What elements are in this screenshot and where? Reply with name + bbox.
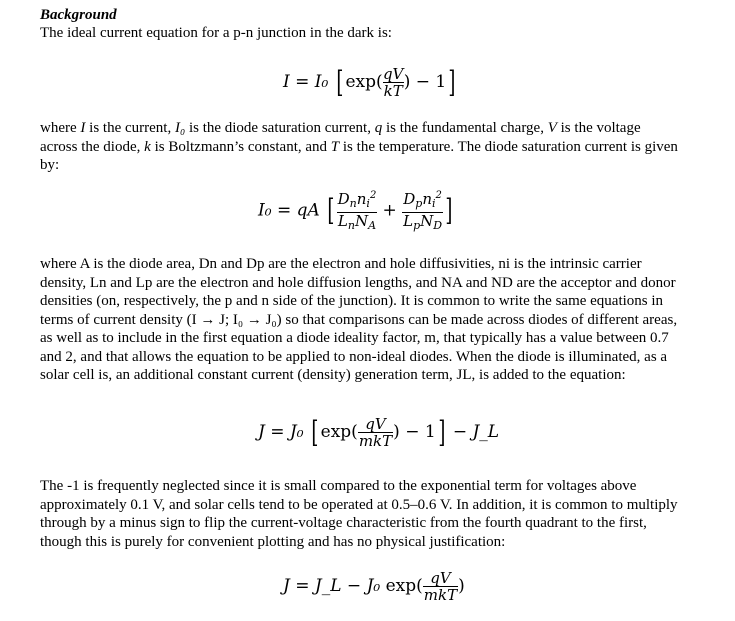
eq1-minus: − [415,72,431,92]
p1-t5: is Boltzmann’s constant, and [150,138,331,155]
eq1-num: qV [382,65,404,83]
eq2-num-n: $D_nn_i^2$ [337,190,377,210]
density-paragraph: where A is the diode area, Dn and Dp are the electron and hole diffusivities, ni is the intrinsic carrier density, Ln and Lp are the electron and hole diffusion lengths, and NA and ND are the acceptor and donor densities (on, respectively, the p and n side of the junction). It is common to write the same equations in terms of current density (I → J; I₀ → J₀) so that comparisons can be made across diodes of different areas, as well as to include in the first equation a diode ideality factor, m, that typically has a value between 0.7 and 2, and that allows the equation to be applied to non-ideal diodes. When the diode is illuminated, as a solar cell is, an additional constant current (density) generation term, JL, is added to the equation: [40,256,678,383]
eq2-qA: qA [296,200,320,221]
p1-t4: is the voltage across the diode, [40,120,641,155]
p1-k: k [144,138,151,155]
eq1-right-bracket: ] [448,64,456,100]
eq2-equals: = [276,200,292,221]
eq2-fraction-n [337,188,377,234]
eq4-den: mkT [423,586,458,604]
eq1-lhs: I [283,72,290,92]
p1-q: q [374,120,383,136]
p1-I: I [80,120,86,136]
eq3-minus: − [405,422,420,442]
eq1-left-bracket: [ [336,64,344,100]
eq3-den: mkT [358,432,393,450]
eq1-close: ) [403,72,411,92]
equation-dark-current [283,66,458,99]
eq4-exp: exp( [385,576,423,596]
eq3-fraction [358,416,393,449]
eq3-exp: exp( [320,422,358,442]
eq4-close: ) [458,576,465,596]
eq4-fraction [423,570,458,603]
eq3-minus2: − [452,422,468,442]
document-page [40,6,710,43]
eq2-den-n: $L_nN_A$ [337,212,377,232]
eq4-J0: J₀ [366,576,381,596]
eq1-I0: I₀ [314,72,329,92]
p1-t1: is the current, [85,120,175,136]
section-heading: Background [40,7,117,23]
variables-paragraph [40,119,680,175]
eq2-den-p: $L_pN_D$ [403,212,443,232]
p1-t6: is the temperature. The diode saturation current is given by: [40,138,678,173]
p1-t3: is the fundamental charge, [382,120,548,136]
p1-t2: is the diode saturation current, [185,120,375,136]
eq3-left-bracket: [ [311,414,319,450]
p1-where: where [40,120,81,136]
eq1-exp: exp( [345,72,383,92]
eq1-fraction [383,66,404,99]
eq2-lhs: I₀ [258,200,272,221]
eq3-equals: = [270,422,285,442]
eq2-plus: + [382,200,397,221]
eq4-lhs: J [283,576,290,596]
eq4-num: qV [430,569,451,587]
p1-T: T [330,138,340,155]
eq3-J0: J₀ [289,422,304,442]
p1-V: V [547,120,557,136]
equation-saturation-current [258,188,455,234]
eq1-den: kT [383,82,403,100]
eq4-JL: J_L [314,576,342,596]
eq2-num-p: $D_pn_i^2$ [403,190,442,210]
intro-text: The ideal current equation for a p-n junction in the dark is: [40,25,392,41]
eq2-right-bracket: ] [445,193,453,228]
eq3-close: ) [393,422,400,442]
eq1-one: 1 [435,72,447,92]
eq1-equals: = [295,72,310,92]
equation-illuminated [258,416,499,449]
eq3-num: qV [365,415,386,433]
p1-I0: I₀ [174,120,186,136]
neglect-paragraph: The -1 is frequently neglected since it is small compared to the exponential term for voltages above approximately 0.1 V, and solar cells tend to be operated at 0.5–0.6 V. In addition, it is common to multiply through by a minus sign to flip the current-voltage characteristic from the fourth quadrant to the first, though this is purely for convenient plotting and has no physical justification: [40,478,678,550]
eq2-fraction-p [402,188,443,234]
eq3-JL: J_L [472,422,500,442]
eq4-minus: − [346,576,362,596]
equation-flipped [283,570,465,603]
eq2-left-bracket: [ [327,193,335,228]
eq4-equals: = [295,576,310,596]
eq3-lhs: J [258,422,265,442]
eq3-one: 1 [424,422,436,442]
eq3-right-bracket: ] [438,414,446,450]
